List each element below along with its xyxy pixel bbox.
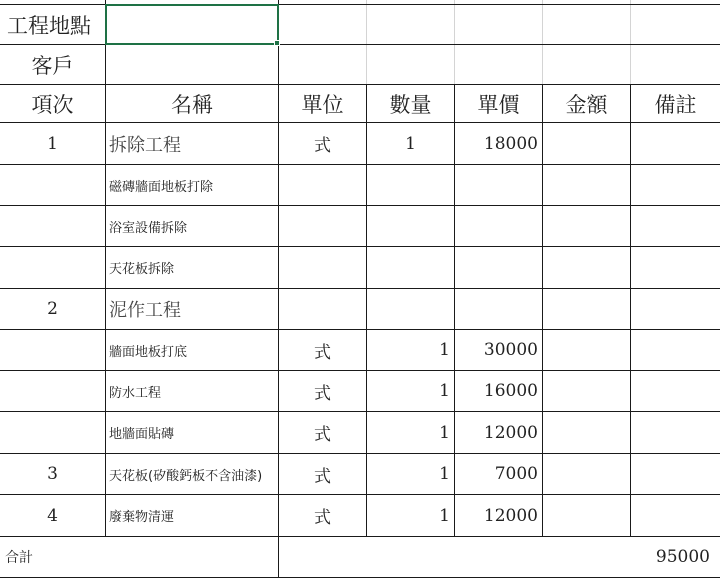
cell-no[interactable]: 2 (47, 299, 58, 319)
cell-amount[interactable] (543, 123, 630, 164)
cell-price[interactable]: 16000 (483, 381, 538, 401)
cell-note[interactable] (631, 495, 720, 536)
header-note: 備註 (654, 92, 697, 117)
cell-no[interactable] (0, 165, 105, 205)
cell-name[interactable]: 泥作工程 (109, 300, 181, 321)
fill-handle[interactable] (274, 40, 280, 46)
active-cell-selection[interactable] (105, 4, 279, 45)
cell-note[interactable] (631, 371, 720, 411)
client-label: 客戶 (31, 53, 74, 78)
site-label: 工程地點 (7, 13, 91, 38)
cell-qty[interactable] (367, 247, 454, 288)
header-qty: 數量 (389, 92, 432, 117)
header-no: 項次 (31, 92, 74, 117)
cell-note[interactable] (631, 165, 720, 205)
cell-qty[interactable]: 1 (405, 133, 416, 154)
cell-name[interactable]: 廢棄物清運 (109, 510, 175, 525)
cell-name[interactable]: 天花板拆除 (109, 262, 175, 277)
cell-unit[interactable] (279, 165, 366, 205)
cell-name[interactable]: 浴室設備拆除 (109, 220, 188, 236)
cell-note[interactable] (631, 289, 720, 329)
cell-unit[interactable] (279, 206, 366, 246)
cell-note[interactable] (631, 330, 720, 370)
border-line (0, 577, 720, 578)
gridline (454, 0, 455, 84)
cell-no[interactable] (0, 412, 105, 453)
cell-note[interactable] (631, 454, 720, 494)
cell-unit[interactable]: 式 (314, 466, 331, 487)
header-unit: 單位 (301, 92, 344, 117)
cell-amount[interactable] (543, 289, 630, 329)
cell-name[interactable]: 天花板(矽酸鈣板不含油漆) (109, 468, 263, 484)
cell-no[interactable] (0, 330, 105, 370)
cell-unit[interactable] (279, 289, 366, 329)
cell-price[interactable] (455, 247, 542, 288)
cell-no[interactable]: 3 (47, 464, 58, 484)
cell-qty[interactable]: 1 (439, 340, 450, 360)
cell-qty[interactable] (367, 165, 454, 205)
total-label: 合計 (5, 550, 33, 566)
gridline (542, 0, 543, 84)
cell-amount[interactable] (543, 371, 630, 411)
cell-note[interactable] (631, 206, 720, 246)
cell-unit[interactable]: 式 (314, 425, 331, 445)
header-amount: 金額 (565, 92, 608, 117)
gridline (366, 0, 367, 84)
header-name: 名稱 (171, 92, 213, 117)
cell-no[interactable] (0, 247, 105, 288)
cell-name[interactable]: 拆除工程 (109, 134, 181, 156)
cell-note[interactable] (631, 412, 720, 453)
total-value: 95000 (655, 547, 710, 567)
cell-unit[interactable]: 式 (314, 136, 331, 156)
cell-qty[interactable] (367, 206, 454, 246)
cell-qty[interactable]: 1 (439, 464, 450, 484)
cell-no[interactable] (0, 206, 105, 246)
cell-unit[interactable]: 式 (314, 508, 331, 528)
cell-unit[interactable] (279, 247, 366, 288)
cell-qty[interactable]: 1 (439, 422, 450, 443)
cell-price[interactable] (455, 165, 542, 205)
cell-qty[interactable]: 1 (439, 505, 450, 526)
cell-no[interactable] (0, 371, 105, 411)
cell-unit[interactable]: 式 (314, 342, 331, 363)
cell-amount[interactable] (543, 165, 630, 205)
cell-price[interactable]: 7000 (494, 464, 538, 484)
cell-amount[interactable] (543, 330, 630, 370)
cell-amount[interactable] (543, 454, 630, 494)
cell-note[interactable] (631, 247, 720, 288)
cell-name[interactable]: 地牆面貼磚 (109, 427, 175, 442)
cell-amount[interactable] (543, 206, 630, 246)
cell-amount[interactable] (543, 247, 630, 288)
cell-price[interactable]: 30000 (483, 340, 538, 360)
cell-note[interactable] (631, 123, 720, 164)
cell-name[interactable]: 牆面地板打底 (109, 344, 188, 360)
cell-name[interactable]: 防水工程 (109, 385, 162, 401)
cell-no[interactable]: 1 (47, 133, 58, 154)
gridline (630, 0, 631, 84)
cell-amount[interactable] (543, 412, 630, 453)
cell-qty[interactable] (367, 289, 454, 329)
cell-name[interactable]: 磁磚牆面地板打除 (109, 179, 214, 195)
cell-no[interactable]: 4 (47, 505, 58, 526)
cell-price[interactable]: 18000 (483, 133, 538, 154)
cell-price[interactable] (455, 289, 542, 329)
cell-price[interactable]: 12000 (483, 505, 538, 526)
cell-price[interactable]: 12000 (483, 422, 538, 443)
header-price: 單價 (477, 92, 520, 117)
cell-qty[interactable]: 1 (439, 381, 450, 401)
cell-price[interactable] (455, 206, 542, 246)
cell-amount[interactable] (543, 495, 630, 536)
cell-unit[interactable]: 式 (314, 383, 331, 404)
